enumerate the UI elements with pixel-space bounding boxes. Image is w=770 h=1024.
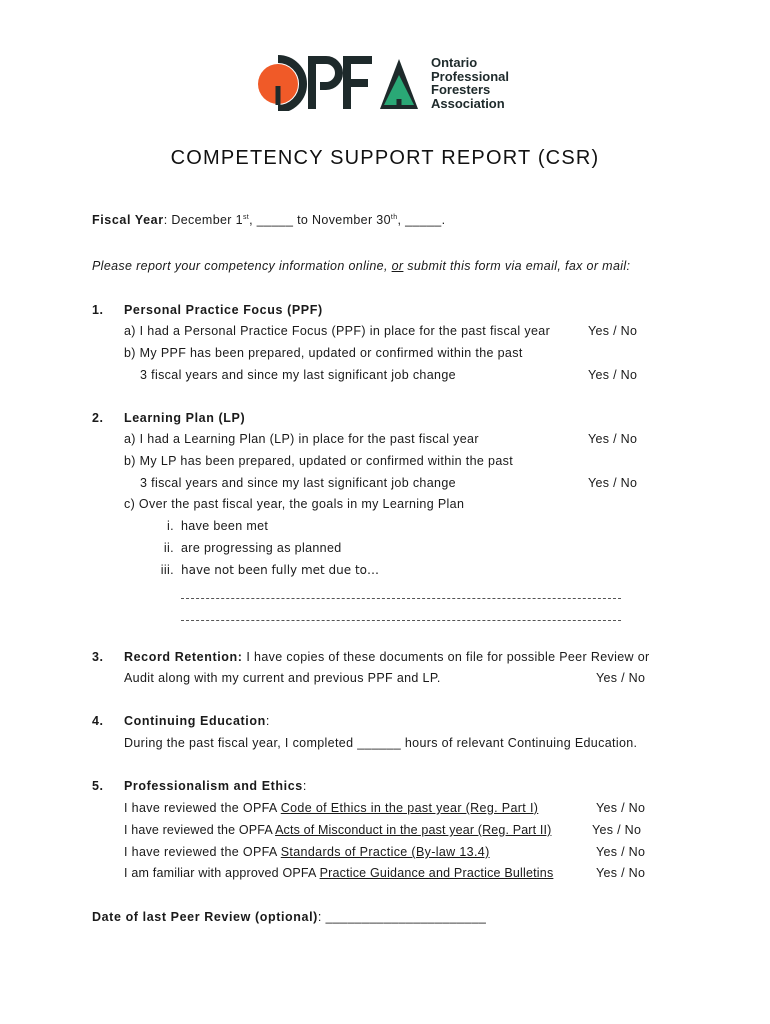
s5-line-code-of-ethics: I have reviewed the OPFA Code of Ethics in the past year (Reg. Part I) (124, 801, 539, 815)
page-title: COMPETENCY SUPPORT REPORT (CSR) (170, 147, 600, 169)
s1-item-b-line1: b) My PPF has been prepared, updated or confirmed within the past (124, 346, 523, 360)
s1-b-yes-no[interactable]: Yes / No (588, 368, 638, 382)
acts-of-misconduct-link[interactable]: Acts of Misconduct in the past year (Reg. Part II) (275, 823, 552, 837)
s2-c-i-option[interactable]: have been met (181, 519, 269, 533)
s3-line2: Audit along with my current and previous PPF and LP. (124, 671, 441, 685)
section-2-number: 2. (92, 411, 104, 425)
s4-hours-line: During the past fiscal year, I completed ______ hours of relevant Continuing Education. (124, 736, 638, 750)
s5-acts-yes-no[interactable]: Yes / No (592, 823, 642, 837)
instruction-line: Please report your competency information online, or submit this form via email, fax or mail: (92, 259, 631, 273)
s5-guidance-yes-no[interactable]: Yes / No (596, 866, 646, 880)
fiscal-year-label: Fiscal Year (92, 213, 164, 227)
reason-blank-line-1[interactable] (181, 598, 621, 599)
section-1-heading: Personal Practice Focus (PPF) (124, 303, 323, 317)
s3-line1: Record Retention: I have copies of these documents on file for possible Peer Review or (124, 650, 650, 664)
s5-heading-line: Professionalism and Ethics: (124, 779, 307, 793)
s5-line-standards: I have reviewed the OPFA Standards of Practice (By-law 13.4) (124, 845, 490, 859)
logo-text: Ontario Professional Foresters Association (431, 55, 510, 111)
s2-b-yes-no[interactable]: Yes / No (588, 476, 638, 490)
section-1-number: 1. (92, 303, 104, 317)
s1-item-a: a) I had a Personal Practice Focus (PPF) in place for the past fiscal year (124, 324, 551, 338)
s1-item-b-line2: 3 fiscal years and since my last significant job change (140, 368, 456, 382)
s2-a-yes-no[interactable]: Yes / No (588, 432, 638, 446)
fiscal-year-line: Fiscal Year: December 1st, _____ to November 30th, _____. (92, 213, 446, 227)
section-4-number: 4. (92, 714, 104, 728)
s2-item-b-line1: b) My LP has been prepared, updated or confirmed within the past (124, 454, 514, 468)
section-3-number: 3. (92, 650, 104, 664)
s2-item-a: a) I had a Learning Plan (LP) in place for the past fiscal year (124, 432, 479, 446)
logo-f (347, 60, 372, 109)
section-3-heading: Record Retention: (124, 650, 243, 664)
s5-line-practice-guidance: I am familiar with approved OPFA Practice Guidance and Practice Bulletins (124, 866, 554, 880)
code-of-ethics-link[interactable]: Code of Ethics in the past year (Reg. Part I) (280, 801, 539, 815)
peer-review-date-blank[interactable]: ______________________ (321, 910, 487, 924)
or-underlined: or (391, 259, 404, 273)
s4-heading-line: Continuing Education: (124, 714, 270, 728)
s5-standards-yes-no[interactable]: Yes / No (596, 845, 646, 859)
logo-tree-trunk (397, 99, 402, 109)
peer-review-line: Date of last Peer Review (optional): ______________________ (92, 910, 487, 924)
standards-of-practice-link[interactable]: Standards of Practice (By-law 13.4) (280, 845, 490, 859)
s2-c-iii-number: iii. (160, 563, 174, 577)
logo-p (312, 60, 339, 109)
opfa-logo (254, 53, 426, 111)
s5-code-yes-no[interactable]: Yes / No (596, 801, 646, 815)
section-2-heading: Learning Plan (LP) (124, 411, 246, 425)
section-4-heading: Continuing Education (124, 714, 266, 728)
s2-c-i-number: i. (167, 519, 174, 533)
logo-trunk (276, 86, 281, 105)
s2-c-iii-option[interactable]: have not been fully met due to… (181, 563, 379, 577)
s2-item-c: c) Over the past fiscal year, the goals in my Learning Plan (124, 497, 465, 511)
s2-c-ii-option[interactable]: are progressing as planned (181, 541, 342, 555)
s5-line-acts-of-misconduct: I have reviewed the OPFA Acts of Misconduct in the past year (Reg. Part II) (124, 823, 552, 837)
s3-yes-no[interactable]: Yes / No (596, 671, 646, 685)
practice-guidance-link[interactable]: Practice Guidance and Practice Bulletins (319, 866, 554, 880)
section-5-number: 5. (92, 779, 104, 793)
s2-c-ii-number: ii. (163, 541, 174, 555)
peer-review-label: Date of last Peer Review (optional) (92, 910, 318, 924)
section-5-heading: Professionalism and Ethics (124, 779, 303, 793)
s1-a-yes-no[interactable]: Yes / No (588, 324, 638, 338)
reason-blank-line-2[interactable] (181, 620, 621, 621)
s2-item-b-line2: 3 fiscal years and since my last significant job change (140, 476, 456, 490)
